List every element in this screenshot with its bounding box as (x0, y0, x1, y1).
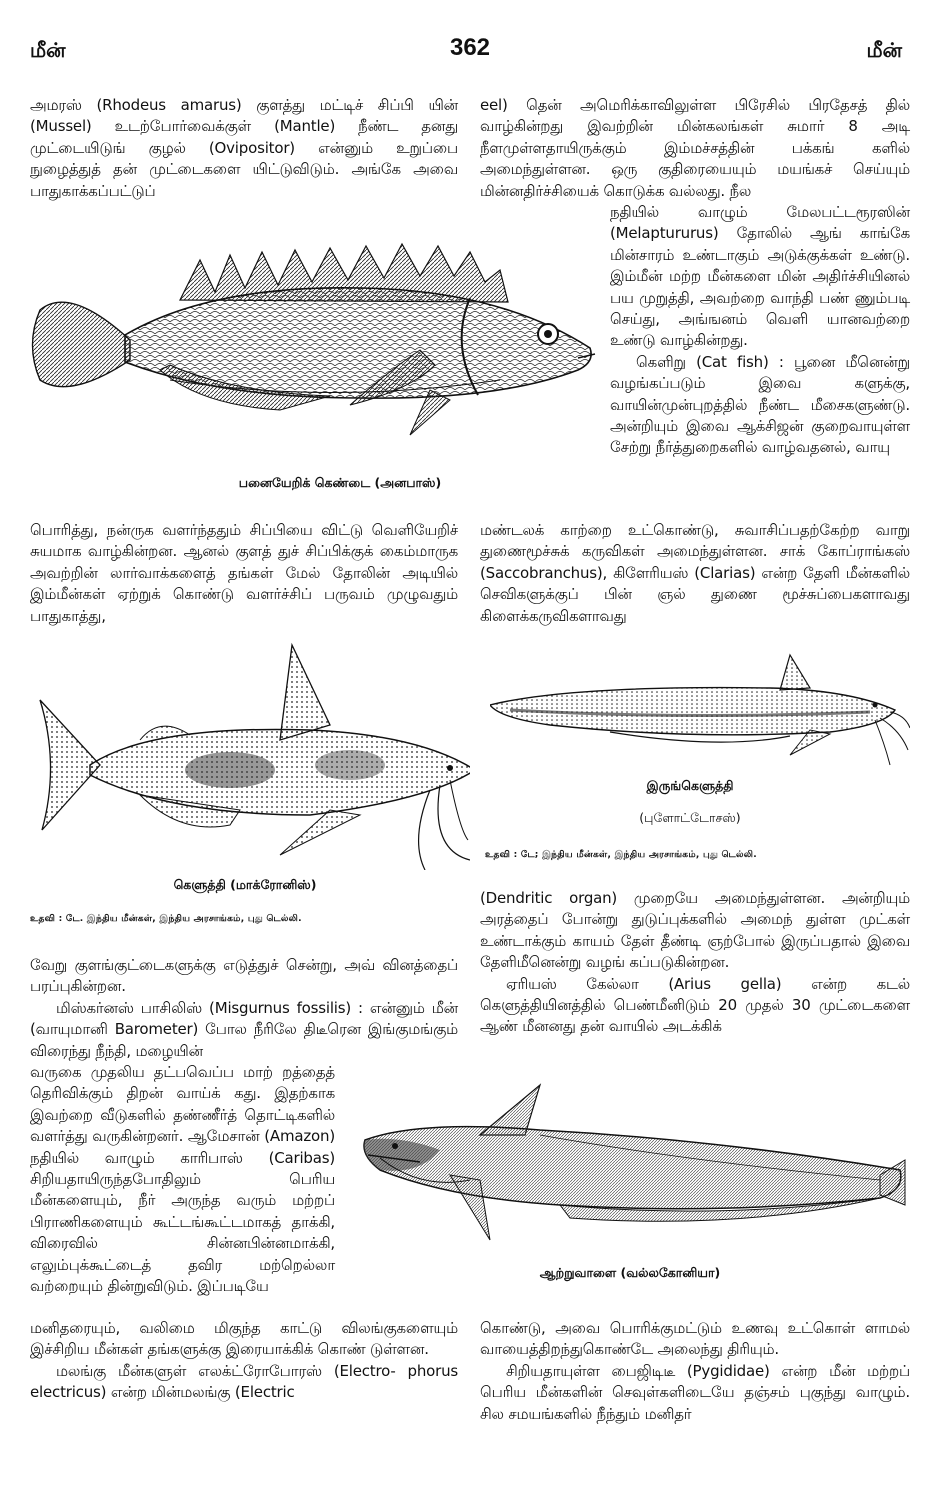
paragraph: அமரஸ் (Rhodeus amarus) குளத்து மட்டிச் சிப்பி யின் (Mussel) உடற்போர்வைக்குள் (Mantle) நீண்ட தனது முட்டையிடுங் குழல் (Ovipositor) என்னும் உறுப்பை நுழைத்துத் தன் முட்டைகளை யிட்டுவிடும். அங்கே அவை பாதுகாக்கப்பட்டுப் (30, 96, 458, 200)
paragraph: மண்டலக் காற்றை உட்கொண்டு, சுவாசிப்பதற்கேற்ற வாறு துணைமூச்சுக் கருவிகள் அமைந்துள்ளன. சாக் கோப்ராங்கஸ் (Saccobranchus), கிளேரியஸ் (Clarias) என்ற தேளி மீன்களில் செவிகளுக்குப் பின் ஞல் துணை மூச்சுப்பைகளாவது கிளைக்கருவிகளாவது (480, 521, 910, 625)
paragraph: கொண்டு, அவை பொரிக்குமட்டும் உணவு உட்கொள் ளாமல் வாயைத்திறந்துகொண்டே அலைந்து திரியும். (480, 1319, 910, 1359)
paragraph: நதியில் வாழும் மேலபட்டரூரஸின் (Melaptururus) தோலில் ஆங் காங்கே மின்சாரம் உண்டாகும் அடுக்குக்கள் உண்டு. இம்மீன் மற்ற மீன்களை மின் அதிர்ச்சியினல் பய முறுத்தி, அவற்றை வாந்தி பண் ணும்படி செய்து, அங்ஙனம் வெளி யானவற்றை உண்டு வாழ்கின்றது. (610, 203, 910, 350)
image-source-left: உதவி : டே. இந்திய மீன்கள், இந்திய அரசாங்கம், புது டெல்லி. (30, 914, 302, 924)
paragraph: சிறியதாயுள்ள பைஜிடிடீ (Pygididae) என்ற மீன் மற்றப் பெரிய மீன்களின் செவுள்களிடையே தஞ்சம் புகுந்து வாழும். சில சமயங்களில் நீந்தும் மனிதர் (480, 1361, 910, 1423)
plotosus-catfish-illustration (490, 650, 910, 770)
paragraph: eel) தென் அமெரிக்காவிலுள்ள பிரேசில் பிரதேசத் தில் வாழ்கின்றது இவற்றின் மின்கலங்கள் சுமார் 8 அடி நீளமுள்ளதாயிருக்கும் இம்மச்சத்தின் பக்கங் களில் அமைந்துள்ளன. ஒரு குதிரையையும் மயங்கச் செய்யும் மின்னதிர்ச்சியைக் கொடுக்க வல்லது. நீல (480, 96, 910, 200)
header-right-title: மீன் (866, 38, 902, 62)
right-column-top-text (480, 95, 910, 202)
paragraph: வருகை முதலிய தட்பவெப்ப மாற் றத்தைத் தெரிவிக்கும் திறன் வாய்க் கது. இதற்காக இவற்றை வீடுகளில் தண்ணீர்த் தொட்டிகளில் வளர்த்து வருகின்றனர். ஆமேசான் (Amazon) நதியில் வாழும் காரிபாஸ் (Caribas) சிறியதாயிருந்தபோதிலும் பெரிய மீன்களையும், நீர் அருந்த வரும் மற்றப் பிராணிகளையும் கூட்டங்கூட்டமாகத் தாக்கி, விரைவில் சின்னபின்னமாக்கி, எலும்புக்கூட்டைத் தவிர மற்றெல்லா வற்றையும் தின்றுவிடும். இப்படியே (30, 1063, 335, 1296)
right-column-lower-text (480, 888, 910, 1038)
paragraph: மிஸ்கர்னஸ் பாசிலிஸ் (Misgurnus fossilis) : என்னும் மீன் (வாயுமானி Barometer) போல நீரிலே திடீரென இங்குமங்கும் விரைந்து நீந்தி, மழையின் (30, 998, 458, 1060)
wallago-catfish-illustration (360, 1080, 910, 1250)
paragraph: மனிதரையும், வலிமை மிகுந்த காட்டு விலங்குகளையும் இச்சிறிய மீன்கள் தங்களுக்கு இரையாக்கிக் கொண் டுள்ளன. (30, 1319, 458, 1359)
left-column-narrow-text (30, 1062, 335, 1297)
paragraph: கெளிறு (Cat fish) : பூனை மீனென்று வழங்கப்படும் இவை களுக்கு, வாயின்முன்புறத்தில் நீண்ட மீசைகளுண்டு. அன்றியும் இவை ஆக்சிஜன் குறைவாயுள்ள சேற்று நீர்த்துறைகளில் வாழ்வதனல், வாயு (610, 352, 910, 457)
caption-clarias-scientific: (புளோட்டோசஸ்) (639, 810, 741, 825)
header-left-title: மீன் (30, 38, 66, 62)
right-column-bottom-text (480, 1318, 910, 1425)
left-column-bottom-text (30, 1318, 458, 1404)
right-column-narrow-text (610, 202, 910, 459)
paragraph: வேறு குளங்குட்டைகளுக்கு எடுத்துச் சென்று, அவ் வினத்தைப் பரப்புகின்றன. (30, 956, 458, 996)
anabas-fish-illustration (30, 230, 600, 460)
caption-anabas: பனையேறிக் கெண்டை (அனபாஸ்) (238, 475, 442, 490)
paragraph: ஏரியஸ் கேல்லா (Arius gella) என்ற கடல் கெளுத்தியினத்தில் பெண்மீனிடும் 20 முதல் 30 முட்டைகளை ஆண் மீனனது தன் வாயில் அடக்கிக் (480, 974, 910, 1036)
page-number: 362 (449, 34, 491, 61)
left-column-top-text (30, 95, 458, 202)
left-column-lower-text (30, 955, 458, 1062)
caption-macrones: கெளுத்தி (மாக்ரோனிஸ்) (173, 877, 317, 892)
caption-clarias-name: இருங்கெளுத்தி (646, 778, 734, 793)
caption-wallago: ஆற்றுவாளை (வல்லகோனியா) (539, 1265, 721, 1280)
left-column-mid-text (30, 520, 458, 627)
macrones-catfish-illustration (30, 640, 470, 870)
image-source-right: உதவி : டே; இந்திய மீன்கள், இந்திய அரசாங்கம், புது டெல்லி. (485, 850, 757, 860)
right-column-mid-text (480, 520, 910, 627)
paragraph: மலங்கு மீன்களுள் எலக்ட்ரோபோரஸ் (Electro- phorus electricus) என்ற மின்மலங்கு (Electric (30, 1361, 458, 1402)
paragraph: பொரித்து, நன்ருக வளர்ந்ததும் சிப்பியை விட்டு வெளியேறிச் சுயமாக வாழ்கின்றன. ஆனல் குளத் துச் சிப்பிக்குக் கைம்மாருக அவற்றின் லார்வாக்களைத் தங்கள் மேல் தோலின் அடியில் இம்மீன்கள் ஏற்றுக் கொண்டு வளர்ச்சிப் பருவம் முழுவதும் பாதுகாத்து, (30, 521, 458, 625)
paragraph: (Dendritic organ) முறையே அமைந்துள்ளன. அன்றியும் அரத்தைப் போன்று துடுப்புக்களில் அமைந் துள்ள முட்கள் உண்டாக்கும் காயம் தேள் தீண்டி ஞற்போல் இருப்பதால் இவை தேளிமீனென்று வழங் கப்படுகின்றன. (480, 889, 910, 972)
